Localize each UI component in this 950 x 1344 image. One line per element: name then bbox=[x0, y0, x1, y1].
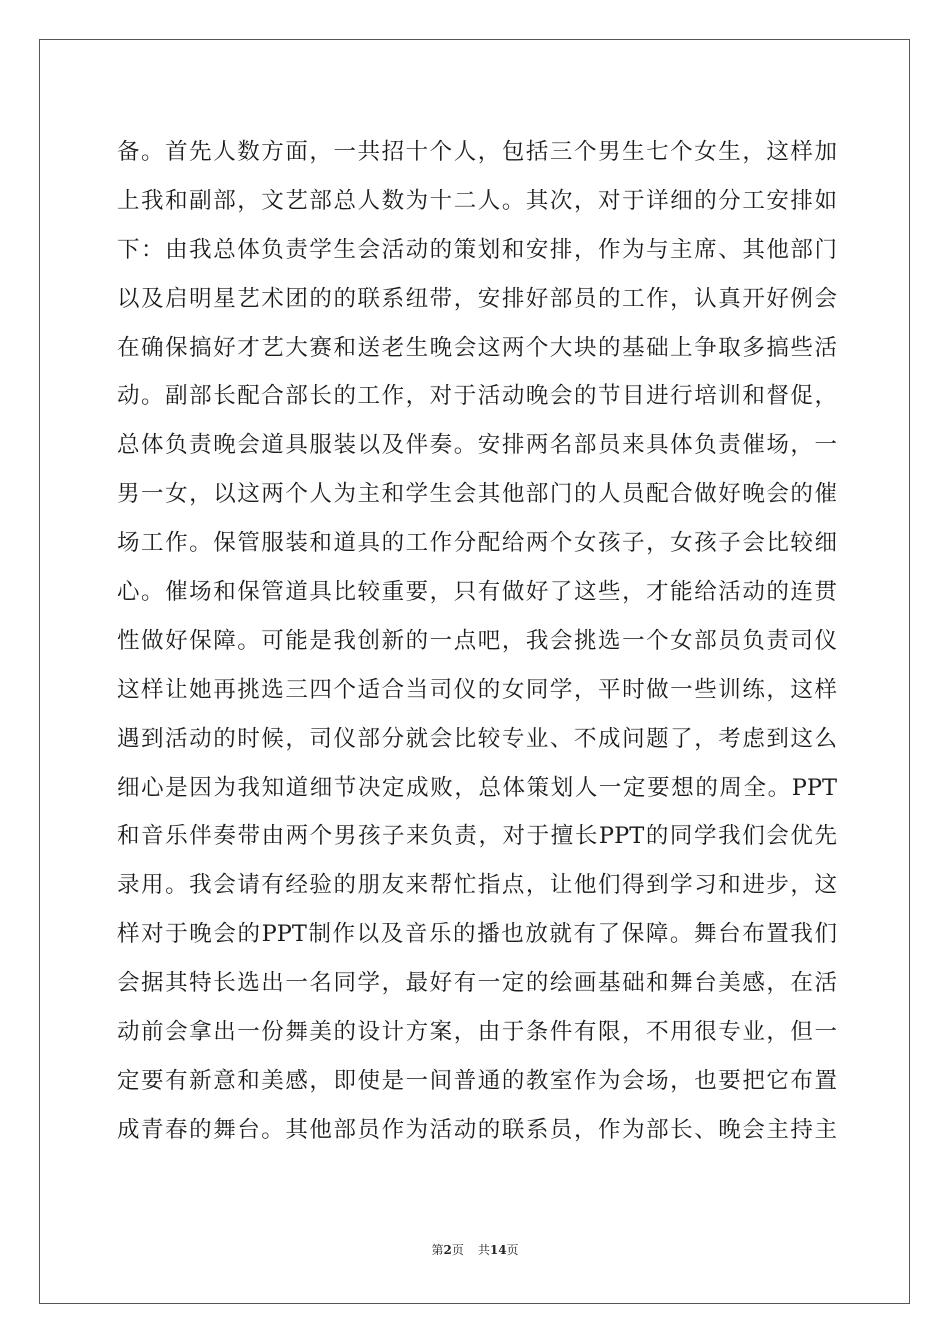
text-line: 下：由我总体负责学生会活动的策划和安排，作为与主席、其他部门 bbox=[117, 236, 837, 263]
document-body bbox=[117, 128, 837, 1155]
page-footer bbox=[0, 1241, 950, 1258]
page-prefix: 第 bbox=[431, 1243, 444, 1257]
text-line: 以及启明星艺术团的的联系纽带，安排好部员的工作，认真开好例会 bbox=[117, 285, 837, 312]
total-pages: 14 bbox=[489, 1243, 507, 1257]
text-line: 在确保搞好才艺大赛和送老生晚会这两个大块的基础上争取多搞些活 bbox=[117, 334, 837, 361]
text-line: 上我和副部，文艺部总人数为十二人。其次，对于详细的分工安排如 bbox=[117, 187, 837, 214]
total-suffix: 页 bbox=[506, 1243, 519, 1257]
text-line: 这样让她再挑选三四个适合当司仪的女同学，平时做一些训练，这样 bbox=[117, 676, 837, 703]
text-line: 细心是因为我知道细节决定成败，总体策划人一定要想的周全。PPT bbox=[117, 774, 837, 801]
text-line: 场工作。保管服装和道具的工作分配给两个女孩子，女孩子会比较细 bbox=[117, 530, 837, 557]
text-line: 成青春的舞台。其他部员作为活动的联系员，作为部长、晚会主持主 bbox=[117, 1116, 837, 1143]
text-line: 会据其特长选出一名同学，最好有一定的绘画基础和舞台美感，在活 bbox=[117, 970, 837, 997]
text-line: 定要有新意和美感，即使是一间普通的教室作为会场，也要把它布置 bbox=[117, 1067, 837, 1094]
page-suffix: 页 bbox=[451, 1243, 464, 1257]
text-line: 备。首先人数方面，一共招十个人，包括三个男生七个女生，这样加 bbox=[117, 139, 837, 165]
text-line: 遇到活动的时候，司仪部分就会比较专业、不成问题了，考虑到这么 bbox=[117, 725, 837, 752]
text-line: 录用。我会请有经验的朋友来帮忙指点，让他们得到学习和进步，这 bbox=[117, 872, 837, 899]
text-line: 总体负责晚会道具服装以及伴奏。安排两名部员来具体负责催场，一 bbox=[117, 432, 837, 459]
text-line: 男一女，以这两个人为主和学生会其他部门的人员配合做好晚会的催 bbox=[117, 481, 837, 508]
text-line: 心。催场和保管道具比较重要，只有做好了这些，才能给活动的连贯 bbox=[117, 579, 837, 606]
text-line: 样对于晚会的PPT制作以及音乐的播也放就有了保障。舞台布置我们 bbox=[117, 921, 837, 948]
text-line: 动前会拿出一份舞美的设计方案，由于条件有限，不用很专业，但一 bbox=[117, 1019, 837, 1046]
text-line: 性做好保障。可能是我创新的一点吧，我会挑选一个女部员负责司仪 bbox=[117, 627, 837, 654]
text-line: 和音乐伴奏带由两个男孩子来负责，对于擅长PPT的同学我们会优先 bbox=[117, 823, 837, 850]
page-number: 2 bbox=[443, 1243, 452, 1257]
total-prefix: 共 bbox=[477, 1243, 490, 1257]
text-line: 动。副部长配合部长的工作，对于活动晚会的节目进行培训和督促， bbox=[117, 383, 837, 410]
